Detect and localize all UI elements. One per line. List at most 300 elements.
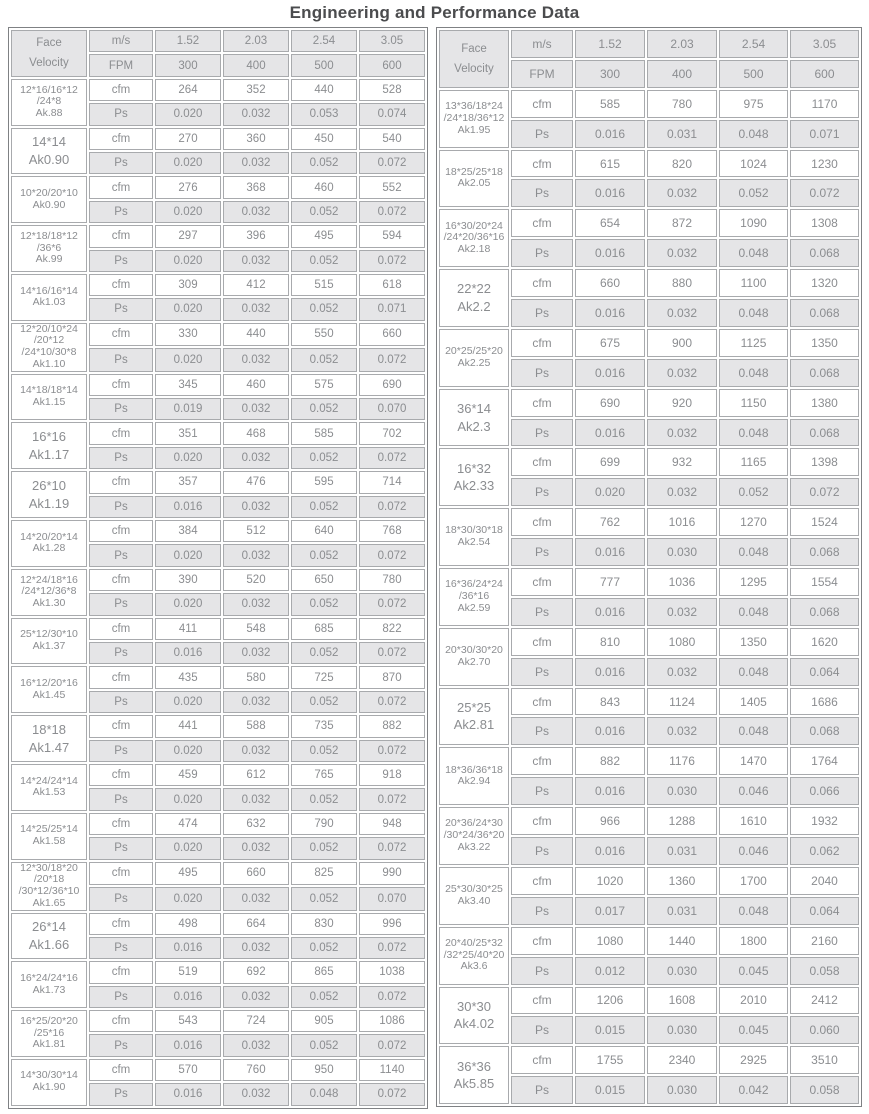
ps-value: 0.068 (790, 419, 859, 447)
face-velocity-header (11, 30, 87, 77)
ps-value: 0.032 (647, 359, 717, 387)
ps-value: 0.032 (223, 986, 289, 1008)
ps-value: 0.032 (647, 717, 717, 745)
cfm-value: 1125 (719, 329, 788, 357)
ps-label: Ps (511, 359, 573, 387)
ps-value: 0.072 (359, 937, 425, 959)
cfm-value: 309 (155, 274, 221, 296)
ps-label: Ps (89, 1083, 153, 1105)
ps-label: Ps (89, 937, 153, 959)
ps-value: 0.031 (647, 897, 717, 925)
cfm-value: 1016 (647, 508, 717, 536)
cfm-value: 650 (291, 569, 357, 591)
ak-line: Ak3.40 (457, 894, 491, 907)
velocity-ms-value: 3.05 (359, 30, 425, 52)
ak-line: Ak1.17 (28, 446, 70, 462)
ps-value: 0.016 (575, 717, 645, 745)
ps-value: 0.045 (719, 1016, 788, 1044)
cfm-label: cfm (89, 1010, 153, 1032)
ps-value: 0.048 (719, 120, 788, 148)
size-label-cell (439, 807, 509, 865)
cfm-label: cfm (89, 274, 153, 296)
ps-label: Ps (89, 447, 153, 469)
velocity-fpm-value: 600 (790, 60, 859, 88)
size-label-cell (11, 1010, 87, 1057)
ps-value: 0.032 (647, 419, 717, 447)
cfm-value: 1080 (647, 628, 717, 656)
cfm-value: 1554 (790, 568, 859, 596)
ps-value: 0.072 (790, 179, 859, 207)
cfm-value: 1086 (359, 1010, 425, 1032)
ak-line: Ak1.58 (32, 835, 66, 848)
ps-value: 0.072 (359, 496, 425, 518)
size-line: /24*18/36*12 (443, 111, 505, 124)
ps-value: 0.016 (155, 986, 221, 1008)
cfm-label: cfm (89, 176, 153, 198)
ps-label: Ps (89, 788, 153, 810)
size-label-cell (439, 389, 509, 447)
cfm-value: 450 (291, 128, 357, 150)
size-line: 16*16 (32, 429, 66, 445)
size-line: 25*30/30*25 (445, 883, 503, 896)
cfm-value: 498 (155, 913, 221, 935)
page-title: Engineering and Performance Data (289, 3, 580, 22)
cfm-value: 810 (575, 628, 645, 656)
cfm-value: 660 (223, 862, 289, 886)
cfm-value: 1755 (575, 1046, 645, 1074)
ps-value: 0.052 (291, 937, 357, 959)
ps-label: Ps (89, 740, 153, 762)
cfm-value: 1090 (719, 209, 788, 237)
ps-value: 0.072 (359, 348, 425, 372)
cfm-value: 1170 (790, 90, 859, 118)
size-label-cell (11, 323, 87, 372)
ak-line: Ak1.65 (32, 896, 66, 909)
size-label-cell (439, 448, 509, 506)
cfm-label: cfm (89, 715, 153, 737)
size-line: 14*20/20*14 (20, 530, 78, 543)
size-label-cell (11, 1059, 87, 1106)
cfm-label: cfm (89, 1059, 153, 1081)
ps-value: 0.048 (719, 359, 788, 387)
ps-value: 0.058 (790, 957, 859, 985)
ps-label: Ps (511, 478, 573, 506)
cfm-value: 825 (291, 862, 357, 886)
data-table-left (8, 27, 428, 1109)
ps-value: 0.016 (575, 299, 645, 327)
size-line: /24*8 (36, 95, 62, 108)
ps-value: 0.060 (790, 1016, 859, 1044)
cfm-value: 822 (359, 618, 425, 640)
ps-value: 0.068 (790, 538, 859, 566)
size-label-cell (11, 961, 87, 1008)
size-line: 25*25 (457, 699, 491, 715)
velocity-ms-value: 2.03 (647, 30, 717, 58)
ps-value: 0.052 (291, 398, 357, 420)
cfm-value: 990 (359, 862, 425, 886)
cfm-value: 1230 (790, 150, 859, 178)
cfm-value: 675 (575, 329, 645, 357)
cfm-label: cfm (89, 422, 153, 444)
cfm-value: 882 (359, 715, 425, 737)
cfm-value: 357 (155, 471, 221, 493)
ps-value: 0.016 (155, 1083, 221, 1105)
ps-value: 0.020 (155, 250, 221, 272)
size-line: 22*22 (457, 281, 491, 297)
velocity-fpm-value: 300 (155, 54, 221, 76)
size-line: /36*16 (458, 590, 490, 603)
ps-value: 0.052 (291, 740, 357, 762)
size-line: 12*18/18*12 (20, 229, 78, 242)
face-velocity-line: Velocity (454, 62, 494, 75)
ps-value: 0.016 (155, 496, 221, 518)
cfm-value: 1524 (790, 508, 859, 536)
ps-value: 0.064 (790, 658, 859, 686)
cfm-value: 725 (291, 666, 357, 688)
cfm-value: 2160 (790, 927, 859, 955)
ps-value: 0.072 (359, 788, 425, 810)
ps-value: 0.032 (223, 691, 289, 713)
ps-value: 0.052 (291, 298, 357, 320)
size-line: 16*36/24*24 (445, 578, 503, 591)
size-line: 20*30/30*20 (445, 643, 503, 656)
size-label-cell (11, 715, 87, 762)
size-label-cell (439, 568, 509, 626)
imperial-unit-label: FPM (89, 54, 153, 76)
size-line: /24*10/30*8 (21, 346, 77, 359)
ps-value: 0.016 (575, 538, 645, 566)
ps-value: 0.020 (155, 447, 221, 469)
size-line: 20*36/24*30 (445, 817, 503, 830)
ps-label: Ps (511, 299, 573, 327)
cfm-value: 1020 (575, 867, 645, 895)
ak-line: Ak1.47 (28, 739, 70, 755)
ps-value: 0.064 (790, 897, 859, 925)
size-line: 14*24/24*14 (20, 774, 78, 787)
velocity-ms-value: 2.03 (223, 30, 289, 52)
cfm-value: 920 (647, 389, 717, 417)
cfm-value: 476 (223, 471, 289, 493)
size-line: /25*16 (33, 1026, 65, 1039)
size-line: 25*12/30*10 (20, 628, 78, 641)
ps-value: 0.058 (790, 1076, 859, 1104)
ps-value: 0.048 (719, 658, 788, 686)
ps-label: Ps (511, 239, 573, 267)
ps-value: 0.032 (223, 103, 289, 125)
ps-value: 0.052 (291, 887, 357, 911)
ps-value: 0.032 (223, 250, 289, 272)
size-label-cell (439, 747, 509, 805)
size-label-cell (11, 471, 87, 518)
cfm-value: 351 (155, 422, 221, 444)
cfm-label: cfm (511, 150, 573, 178)
size-line: /20*18 (33, 873, 65, 886)
ps-value: 0.031 (647, 120, 717, 148)
ps-label: Ps (511, 897, 573, 925)
size-label-cell (11, 862, 87, 911)
size-line: 36*36 (457, 1058, 491, 1074)
velocity-fpm-value: 500 (291, 54, 357, 76)
size-label-cell (11, 274, 87, 321)
cfm-label: cfm (511, 508, 573, 536)
ps-value: 0.032 (223, 398, 289, 420)
ps-value: 0.072 (359, 837, 425, 859)
size-line: 12*30/18*20 (20, 861, 78, 874)
ak-line: Ak1.66 (28, 936, 70, 952)
size-label-cell (439, 209, 509, 267)
velocity-fpm-value: 300 (575, 60, 645, 88)
cfm-value: 702 (359, 422, 425, 444)
ps-value: 0.068 (790, 299, 859, 327)
cfm-label: cfm (89, 520, 153, 542)
ps-label: Ps (89, 1034, 153, 1056)
size-line: 13*36/18*24 (445, 100, 503, 113)
size-line: 20*40/25*32 (445, 936, 503, 949)
ak-line: Ak1.37 (32, 639, 66, 652)
ps-label: Ps (511, 538, 573, 566)
ps-value: 0.072 (359, 1034, 425, 1056)
cfm-label: cfm (511, 269, 573, 297)
cfm-label: cfm (89, 225, 153, 247)
cfm-value: 1610 (719, 807, 788, 835)
cfm-value: 1350 (790, 329, 859, 357)
size-line: 18*36/36*18 (445, 763, 503, 776)
cfm-value: 384 (155, 520, 221, 542)
ps-value: 0.045 (719, 957, 788, 985)
size-line: 10*20/20*10 (20, 186, 78, 199)
cfm-value: 790 (291, 813, 357, 835)
size-line: 18*25/25*18 (445, 165, 503, 178)
ps-value: 0.072 (359, 544, 425, 566)
cfm-value: 2412 (790, 987, 859, 1015)
ps-value: 0.048 (719, 538, 788, 566)
ps-value: 0.016 (155, 642, 221, 664)
cfm-value: 780 (647, 90, 717, 118)
cfm-label: cfm (511, 927, 573, 955)
size-line: 14*14 (32, 134, 66, 150)
size-line: 16*30/20*24 (445, 219, 503, 232)
ps-value: 0.066 (790, 777, 859, 805)
size-label-cell (439, 508, 509, 566)
cfm-value: 768 (359, 520, 425, 542)
ak-line: Ak2.94 (457, 775, 491, 788)
ps-value: 0.048 (719, 717, 788, 745)
size-line: 16*12/20*16 (20, 677, 78, 690)
ps-value: 0.070 (359, 887, 425, 911)
ps-value: 0.071 (790, 120, 859, 148)
cfm-value: 780 (359, 569, 425, 591)
cfm-value: 345 (155, 374, 221, 396)
ps-label: Ps (511, 717, 573, 745)
ps-value: 0.052 (291, 348, 357, 372)
cfm-value: 1608 (647, 987, 717, 1015)
ps-value: 0.032 (647, 299, 717, 327)
size-label-cell (11, 128, 87, 175)
ps-label: Ps (89, 986, 153, 1008)
size-line: 14*18/18*14 (20, 384, 78, 397)
ps-value: 0.072 (359, 250, 425, 272)
size-line: 18*30/30*18 (445, 524, 503, 537)
ps-value: 0.032 (647, 658, 717, 686)
cfm-value: 735 (291, 715, 357, 737)
cfm-label: cfm (89, 618, 153, 640)
ak-line: Ak0.90 (32, 198, 66, 211)
size-label-cell (439, 1046, 509, 1104)
ak-line: Ak2.54 (457, 536, 491, 549)
cfm-label: cfm (89, 666, 153, 688)
ak-line: Ak1.90 (32, 1081, 66, 1094)
ps-value: 0.072 (359, 447, 425, 469)
cfm-value: 640 (291, 520, 357, 542)
cfm-value: 3510 (790, 1046, 859, 1074)
cfm-value: 585 (575, 90, 645, 118)
size-label-cell (11, 225, 87, 272)
ps-label: Ps (89, 642, 153, 664)
size-line: 26*14 (32, 919, 66, 935)
ak-line: Ak1.53 (32, 786, 66, 799)
size-label-cell (439, 269, 509, 327)
size-label-cell (11, 422, 87, 469)
cfm-value: 412 (223, 274, 289, 296)
cfm-value: 612 (223, 764, 289, 786)
size-line: /24*12/36*8 (21, 585, 77, 598)
ps-value: 0.032 (223, 740, 289, 762)
ps-value: 0.052 (291, 837, 357, 859)
ps-label: Ps (89, 201, 153, 223)
ps-value: 0.052 (719, 478, 788, 506)
ps-value: 0.020 (155, 691, 221, 713)
size-label-cell (439, 688, 509, 746)
ps-label: Ps (511, 1016, 573, 1044)
cfm-value: 360 (223, 128, 289, 150)
cfm-label: cfm (511, 448, 573, 476)
cfm-value: 1440 (647, 927, 717, 955)
ps-value: 0.048 (719, 598, 788, 626)
cfm-value: 580 (223, 666, 289, 688)
cfm-label: cfm (511, 90, 573, 118)
cfm-value: 1686 (790, 688, 859, 716)
ps-label: Ps (511, 658, 573, 686)
ak-line: Ak2.25 (457, 356, 491, 369)
ps-value: 0.072 (359, 1083, 425, 1105)
cfm-value: 1038 (359, 961, 425, 983)
ak-line: Ak1.30 (32, 597, 66, 610)
face-velocity-line: Face (461, 42, 487, 55)
cfm-label: cfm (511, 209, 573, 237)
ps-value: 0.072 (359, 691, 425, 713)
ps-value: 0.030 (647, 957, 717, 985)
ps-value: 0.016 (575, 359, 645, 387)
ps-value: 0.032 (223, 544, 289, 566)
ps-value: 0.016 (575, 837, 645, 865)
ak-line: Ak1.10 (32, 357, 66, 370)
ps-label: Ps (89, 593, 153, 615)
size-line: /20*12 (33, 334, 65, 347)
ps-value: 0.032 (223, 642, 289, 664)
imperial-unit-label: FPM (511, 60, 573, 88)
ps-value: 0.020 (575, 478, 645, 506)
cfm-value: 1405 (719, 688, 788, 716)
cfm-value: 714 (359, 471, 425, 493)
cfm-value: 900 (647, 329, 717, 357)
cfm-label: cfm (511, 568, 573, 596)
cfm-value: 1176 (647, 747, 717, 775)
ps-label: Ps (511, 837, 573, 865)
cfm-label: cfm (511, 628, 573, 656)
ps-label: Ps (89, 691, 153, 713)
ps-value: 0.020 (155, 298, 221, 320)
size-line: 16*32 (457, 460, 491, 476)
ps-value: 0.016 (575, 598, 645, 626)
cfm-value: 724 (223, 1010, 289, 1032)
cfm-value: 1124 (647, 688, 717, 716)
cfm-value: 660 (359, 323, 425, 347)
velocity-fpm-value: 400 (223, 54, 289, 76)
cfm-label: cfm (89, 471, 153, 493)
cfm-value: 950 (291, 1059, 357, 1081)
cfm-value: 330 (155, 323, 221, 347)
ps-value: 0.048 (719, 897, 788, 925)
cfm-value: 882 (575, 747, 645, 775)
ps-value: 0.032 (223, 1034, 289, 1056)
ak-line: Ak3.6 (460, 960, 488, 973)
size-label-cell (439, 867, 509, 925)
cfm-value: 595 (291, 471, 357, 493)
cfm-label: cfm (511, 389, 573, 417)
ps-label: Ps (89, 348, 153, 372)
cfm-value: 1150 (719, 389, 788, 417)
cfm-value: 1080 (575, 927, 645, 955)
cfm-value: 519 (155, 961, 221, 983)
cfm-value: 762 (575, 508, 645, 536)
ak-line: Ak1.81 (32, 1038, 66, 1051)
cfm-value: 690 (575, 389, 645, 417)
cfm-label: cfm (89, 569, 153, 591)
ak-line: Ak1.45 (32, 688, 66, 701)
ps-value: 0.020 (155, 348, 221, 372)
ps-value: 0.015 (575, 1016, 645, 1044)
cfm-value: 865 (291, 961, 357, 983)
cfm-value: 1380 (790, 389, 859, 417)
ps-value: 0.046 (719, 777, 788, 805)
cfm-value: 543 (155, 1010, 221, 1032)
data-table-right (436, 27, 862, 1107)
ps-value: 0.016 (575, 419, 645, 447)
size-line: 20*25/25*20 (445, 345, 503, 358)
face-velocity-line: Face (36, 37, 62, 50)
ps-value: 0.048 (719, 419, 788, 447)
ps-value: 0.052 (291, 447, 357, 469)
ps-value: 0.052 (291, 1034, 357, 1056)
cfm-value: 368 (223, 176, 289, 198)
ps-value: 0.032 (223, 496, 289, 518)
ps-label: Ps (89, 837, 153, 859)
size-label-cell (11, 666, 87, 713)
cfm-value: 352 (223, 79, 289, 101)
cfm-value: 495 (155, 862, 221, 886)
cfm-value: 1320 (790, 269, 859, 297)
ps-value: 0.052 (291, 593, 357, 615)
velocity-fpm-value: 400 (647, 60, 717, 88)
ps-label: Ps (511, 179, 573, 207)
velocity-fpm-value: 500 (719, 60, 788, 88)
cfm-value: 1700 (719, 867, 788, 895)
face-velocity-line: Velocity (29, 57, 69, 70)
ps-value: 0.032 (223, 201, 289, 223)
ps-value: 0.032 (223, 788, 289, 810)
ps-value: 0.072 (359, 152, 425, 174)
cfm-value: 1206 (575, 987, 645, 1015)
